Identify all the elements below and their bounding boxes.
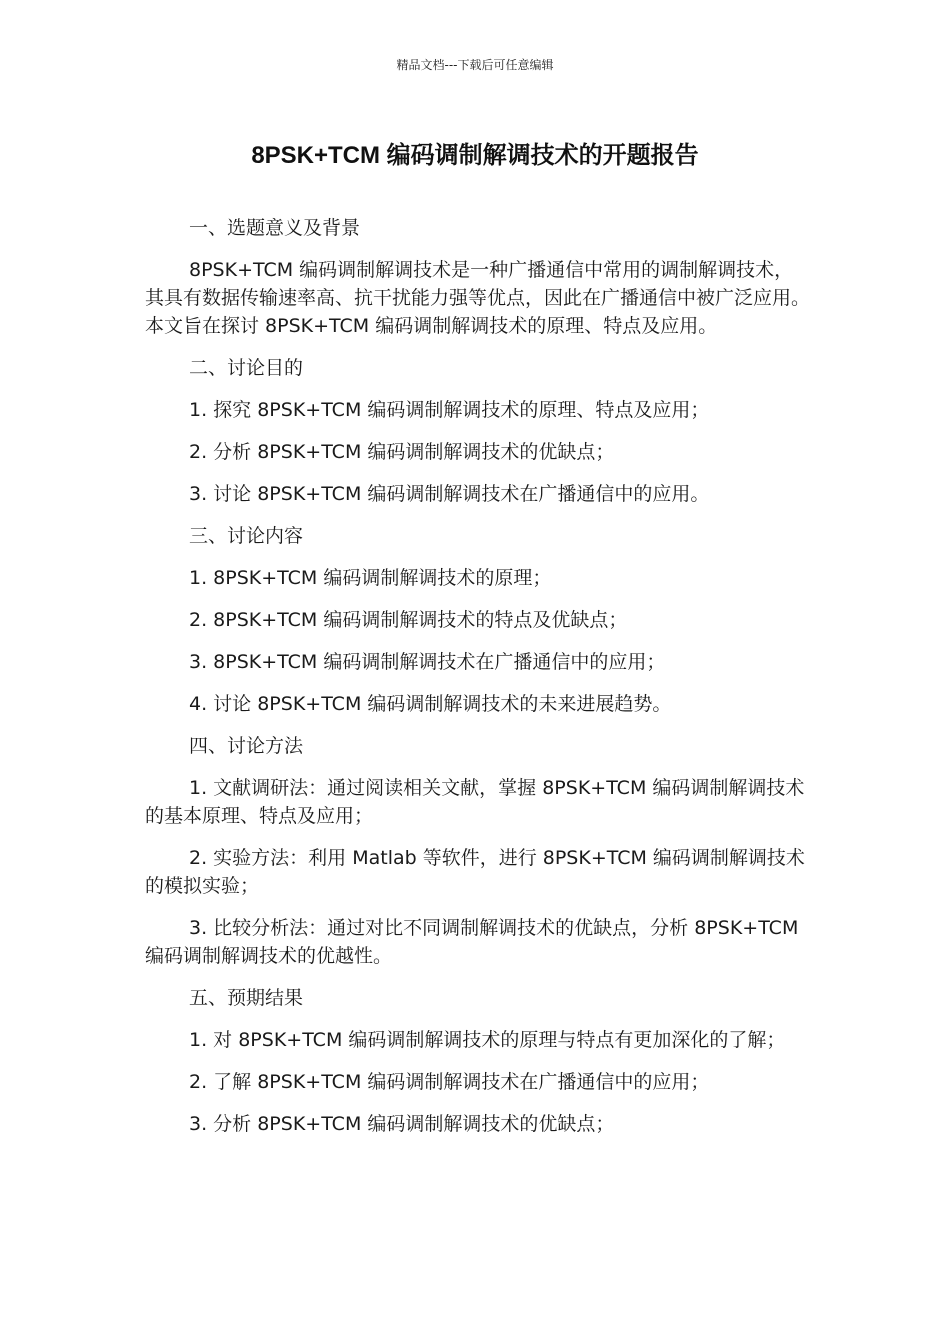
objective-item-1: 1. 探究 8PSK+TCM 编码调制解调技术的原理、特点及应用； <box>189 399 710 421</box>
document-body <box>145 214 810 1152</box>
section-heading-1: 一、选题意义及背景 <box>189 217 361 239</box>
result-item-1: 1. 对 8PSK+TCM 编码调制解调技术的原理与特点有更加深化的了解； <box>189 1029 786 1051</box>
method-item-2: 2. 实验方法：利用 Matlab 等软件，进行 8PSK+TCM 编码调制解调技术的模拟实验； <box>145 847 805 897</box>
method-item-1: 1. 文献调研法：通过阅读相关文献，掌握 8PSK+TCM 编码调制解调技术的基本原理、特点及应用； <box>145 777 805 827</box>
content-item-3: 3. 8PSK+TCM 编码调制解调技术在广播通信中的应用； <box>189 651 666 673</box>
section-heading-5: 五、预期结果 <box>189 987 304 1009</box>
objective-item-2: 2. 分析 8PSK+TCM 编码调制解调技术的优缺点； <box>189 441 615 463</box>
document-title: 8PSK+TCM 编码调制解调技术的开题报告 <box>251 142 699 169</box>
method-item-3: 3. 比较分析法：通过对比不同调制解调技术的优缺点，分析 8PSK+TCM 编码调制解调技术的优越性。 <box>145 917 799 967</box>
content-item-4: 4. 讨论 8PSK+TCM 编码调制解调技术的未来进展趋势。 <box>189 693 672 715</box>
section-heading-2: 二、讨论目的 <box>189 357 304 379</box>
objective-item-3: 3. 讨论 8PSK+TCM 编码调制解调技术在广播通信中的应用。 <box>189 483 710 505</box>
result-item-2: 2. 了解 8PSK+TCM 编码调制解调技术在广播通信中的应用； <box>189 1071 710 1093</box>
result-item-3: 3. 分析 8PSK+TCM 编码调制解调技术的优缺点； <box>189 1113 615 1135</box>
background-paragraph: 8PSK+TCM 编码调制解调技术是一种广播通信中常用的调制解调技术，其具有数据传输速率高、抗干扰能力强等优点，因此在广播通信中被广泛应用。本文旨在探讨 8PSK+TCM 编码调制解调技术的原理、特点及应用。 <box>145 259 811 337</box>
content-item-2: 2. 8PSK+TCM 编码调制解调技术的特点及优缺点； <box>189 609 628 631</box>
page-header: 精品文档---下载后可任意编辑 <box>396 58 554 72</box>
section-heading-3: 三、讨论内容 <box>189 525 304 547</box>
section-heading-4: 四、讨论方法 <box>189 735 304 757</box>
content-item-1: 1. 8PSK+TCM 编码调制解调技术的原理； <box>189 567 552 589</box>
